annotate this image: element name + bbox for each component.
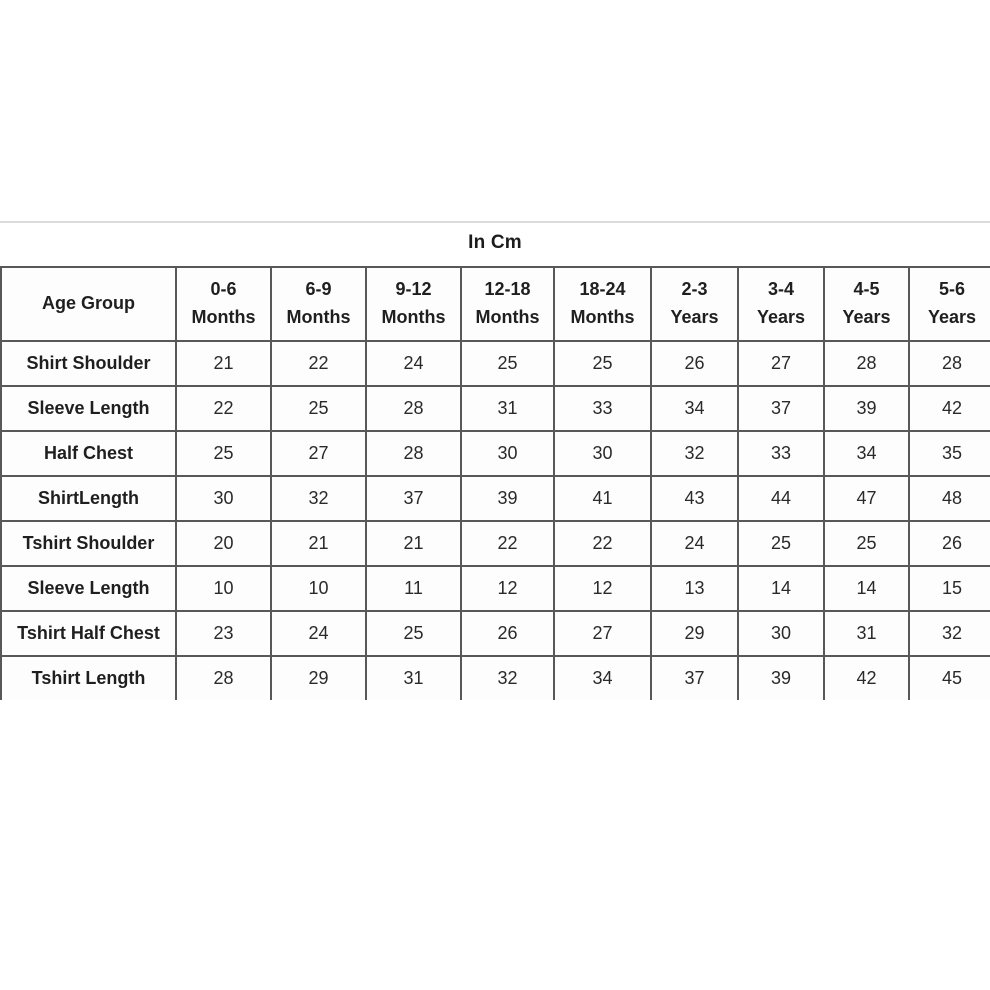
value-cell: 23 <box>176 611 271 656</box>
value-cell: 45 <box>909 656 990 700</box>
table-body <box>1 341 990 700</box>
table-row <box>1 656 990 700</box>
value-cell: 32 <box>909 611 990 656</box>
value-cell: 43 <box>651 476 738 521</box>
col-header-3-4-years: 3-4 Years <box>738 267 824 341</box>
col-header-0-6-months: 0-6 Months <box>176 267 271 341</box>
value-cell: 24 <box>271 611 366 656</box>
table-row <box>1 386 990 431</box>
col-header-18-24-months: 18-24 Months <box>554 267 651 341</box>
col-header-6-9-months: 6-9 Months <box>271 267 366 341</box>
value-cell: 29 <box>651 611 738 656</box>
top-divider <box>0 221 990 223</box>
value-cell: 12 <box>461 566 554 611</box>
value-cell: 39 <box>738 656 824 700</box>
value-cell: 31 <box>824 611 909 656</box>
value-cell: 37 <box>366 476 461 521</box>
col-header-2-3-years: 2-3 Years <box>651 267 738 341</box>
row-label: ShirtLength <box>1 476 176 521</box>
value-cell: 25 <box>366 611 461 656</box>
table-wrapper <box>0 266 990 700</box>
value-cell: 34 <box>824 431 909 476</box>
col-header-9-12-months: 9-12 Months <box>366 267 461 341</box>
size-table <box>0 266 990 700</box>
value-cell: 37 <box>738 386 824 431</box>
value-cell: 26 <box>909 521 990 566</box>
value-cell: 28 <box>176 656 271 700</box>
value-cell: 27 <box>554 611 651 656</box>
value-cell: 22 <box>271 341 366 386</box>
col-header-12-18-months: 12-18 Months <box>461 267 554 341</box>
value-cell: 37 <box>651 656 738 700</box>
table-row <box>1 611 990 656</box>
value-cell: 10 <box>271 566 366 611</box>
value-cell: 28 <box>366 386 461 431</box>
value-cell: 39 <box>461 476 554 521</box>
value-cell: 31 <box>461 386 554 431</box>
value-cell: 12 <box>554 566 651 611</box>
value-cell: 22 <box>554 521 651 566</box>
value-cell: 14 <box>824 566 909 611</box>
value-cell: 33 <box>738 431 824 476</box>
header-row <box>1 267 990 341</box>
table-row <box>1 341 990 386</box>
value-cell: 41 <box>554 476 651 521</box>
value-cell: 25 <box>176 431 271 476</box>
table-row <box>1 566 990 611</box>
value-cell: 30 <box>554 431 651 476</box>
value-cell: 24 <box>366 341 461 386</box>
value-cell: 25 <box>554 341 651 386</box>
table-row <box>1 521 990 566</box>
value-cell: 26 <box>461 611 554 656</box>
value-cell: 28 <box>909 341 990 386</box>
value-cell: 34 <box>554 656 651 700</box>
col-header-5-6-years: 5-6 Years <box>909 267 990 341</box>
corner-header-cell: Age Group <box>1 267 176 341</box>
value-cell: 30 <box>176 476 271 521</box>
value-cell: 35 <box>909 431 990 476</box>
table-row <box>1 476 990 521</box>
value-cell: 20 <box>176 521 271 566</box>
value-cell: 42 <box>909 386 990 431</box>
row-label: Tshirt Length <box>1 656 176 700</box>
value-cell: 26 <box>651 341 738 386</box>
value-cell: 22 <box>461 521 554 566</box>
value-cell: 32 <box>461 656 554 700</box>
value-cell: 25 <box>271 386 366 431</box>
value-cell: 11 <box>366 566 461 611</box>
value-cell: 42 <box>824 656 909 700</box>
value-cell: 30 <box>738 611 824 656</box>
value-cell: 44 <box>738 476 824 521</box>
value-cell: 32 <box>651 431 738 476</box>
value-cell: 14 <box>738 566 824 611</box>
row-label: Tshirt Shoulder <box>1 521 176 566</box>
value-cell: 24 <box>651 521 738 566</box>
value-cell: 33 <box>554 386 651 431</box>
table-row <box>1 431 990 476</box>
value-cell: 32 <box>271 476 366 521</box>
value-cell: 28 <box>366 431 461 476</box>
row-label: Sleeve Length <box>1 386 176 431</box>
value-cell: 13 <box>651 566 738 611</box>
value-cell: 39 <box>824 386 909 431</box>
col-header-4-5-years: 4-5 Years <box>824 267 909 341</box>
value-cell: 28 <box>824 341 909 386</box>
value-cell: 27 <box>271 431 366 476</box>
value-cell: 25 <box>824 521 909 566</box>
value-cell: 29 <box>271 656 366 700</box>
value-cell: 25 <box>738 521 824 566</box>
value-cell: 27 <box>738 341 824 386</box>
value-cell: 34 <box>651 386 738 431</box>
value-cell: 15 <box>909 566 990 611</box>
value-cell: 10 <box>176 566 271 611</box>
value-cell: 31 <box>366 656 461 700</box>
value-cell: 21 <box>366 521 461 566</box>
value-cell: 25 <box>461 341 554 386</box>
row-label: Half Chest <box>1 431 176 476</box>
value-cell: 48 <box>909 476 990 521</box>
value-cell: 21 <box>271 521 366 566</box>
row-label: Sleeve Length <box>1 566 176 611</box>
chart-title: In Cm <box>468 232 522 253</box>
value-cell: 30 <box>461 431 554 476</box>
row-label: Shirt Shoulder <box>1 341 176 386</box>
value-cell: 47 <box>824 476 909 521</box>
row-label: Tshirt Half Chest <box>1 611 176 656</box>
value-cell: 21 <box>176 341 271 386</box>
value-cell: 22 <box>176 386 271 431</box>
